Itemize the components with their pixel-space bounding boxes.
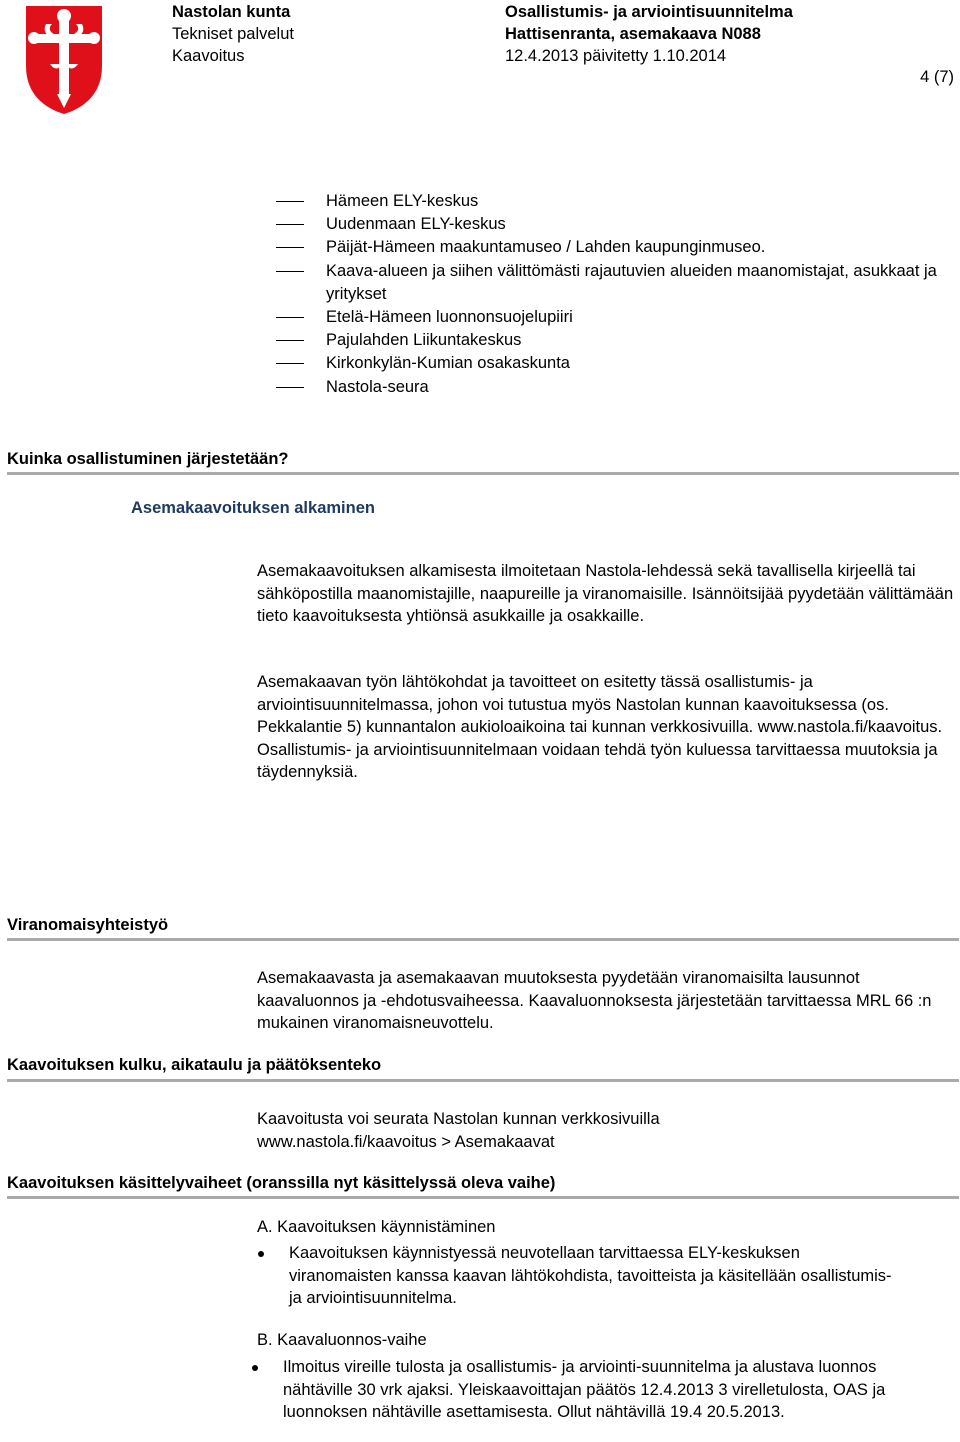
header-unit: Kaavoitus [172,47,245,65]
header-date: 12.4.2013 päivitetty 1.10.2014 [505,47,727,65]
process-line-1: Kaavoitusta voi seurata Nastolan kunnan verkkosivuilla [257,1110,660,1128]
header-document-title: Osallistumis- ja arviointisuunnitelma [505,3,793,21]
list-item: Etelä-Hämeen luonnonsuojelupiiri [276,306,956,329]
dash-icon [276,271,304,272]
stage-a-bullet: Kaavoituksen käynnistyessä neuvotellaan tarvittaessa ELY-keskuksen viranomaisten kanssa kaavan lähtökohdista, tavoitteista ja käsitellään osallistumis- ja arviointisuunnitelma. [289,1242,899,1310]
header-left-block [172,1,294,67]
section-divider [7,1079,959,1082]
section-divider [7,1196,959,1199]
municipality-crest-logo [24,4,104,116]
dash-icon [276,247,304,248]
dash-icon [276,317,304,318]
stage-b-title: B. Kaavaluonnos-vaihe [257,1331,427,1349]
list-item: Kaava-alueen ja siihen välittömästi rajautuvien alueiden maanomistajat, asukkaat ja yritykset [276,260,956,306]
header-middle-block [505,1,793,67]
participation-paragraph-2: Asemakaavan työn lähtökohdat ja tavoitteet on esitetty tässä osallistumis- ja arviointisuunnitelmassa, johon voi tutustua myös Nastolan kunnan kaavoituksessa (os. Pekkalantie 5) kunnantalon aukioloaikoina tai kunnan verkkosivuilla. www.nastola.fi/kaavoitus. Osallistumis- ja arviointisuunnitelmaan voidaan tehdä työn kuluessa tarvittaessa muutoksia ja täydennyksiä. [257,673,943,781]
participation-heading: Kuinka osallistuminen järjestetään? [7,450,289,468]
list-item: Kirkonkylän-Kumian osakaskunta [276,352,956,375]
list-item: Pajulahden Liikuntakeskus [276,329,956,352]
header-plan-name: Hattisenranta, asemakaava N088 [505,25,761,43]
dash-icon [276,340,304,341]
stage-a-title: A. Kaavoituksen käynnistäminen [257,1218,496,1236]
page-number: 4 (7) [920,68,954,86]
stakeholder-list [276,190,956,399]
stage-b-bullet: Ilmoitus vireille tulosta ja osallistumis- ja arviointi-suunnitelma ja alustava luonnos nähtäville 30 vrk ajaksi. Yleiskaavoittajan päätös 12.4.2013 3 virelletulosta, OAS ja luonnoksen nähtäville asettamisesta. Ollut nähtävillä 19.4 20.5.2013. [283,1356,908,1424]
authority-heading: Viranomaisyhteistyö [7,916,169,934]
list-item: Nastola-seura [276,376,956,399]
participation-paragraph-1: Asemakaavoituksen alkamisesta ilmoitetaan Nastola-lehdessä sekä tavallisella kirjeellä tai sähköpostilla maanomistajille, naapureille ja viranomaisille. Isännöitsijää pyydetään välittämään tieto kaavoituksesta yhtiönsä asukkaille ja osakkaille. [257,562,954,625]
participation-subheading: Asemakaavoituksen alkaminen [131,499,375,517]
header-department: Tekniset palvelut [172,25,294,43]
dash-icon [276,363,304,364]
bullet-icon [252,1365,258,1371]
dash-icon [276,387,304,388]
process-link[interactable]: www.nastola.fi/kaavoitus > Asemakaavat [257,1133,555,1151]
header-municipality: Nastolan kunta [172,3,291,21]
list-item: Uudenmaan ELY-keskus [276,213,956,236]
stages-heading: Kaavoituksen käsittelyvaiheet (oranssilla nyt käsittelyssä oleva vaihe) [7,1174,556,1192]
list-item: Päijät-Hämeen maakuntamuseo / Lahden kaupunginmuseo. [276,236,956,259]
section-divider [7,938,959,941]
dash-icon [276,224,304,225]
list-item: Hämeen ELY-keskus [276,190,956,213]
authority-paragraph: Asemakaavasta ja asemakaavan muutoksesta pyydetään viranomaisilta lausunnot kaavaluonnos ja -ehdotusvaiheessa. Kaavaluonnoksesta järjestetään tarvittaessa MRL 66 :n mukainen viranomaisneuvottelu. [257,969,932,1032]
dash-icon [276,201,304,202]
process-heading: Kaavoituksen kulku, aikataulu ja päätöksenteko [7,1056,382,1074]
section-divider [7,472,959,475]
bullet-icon [258,1251,264,1257]
